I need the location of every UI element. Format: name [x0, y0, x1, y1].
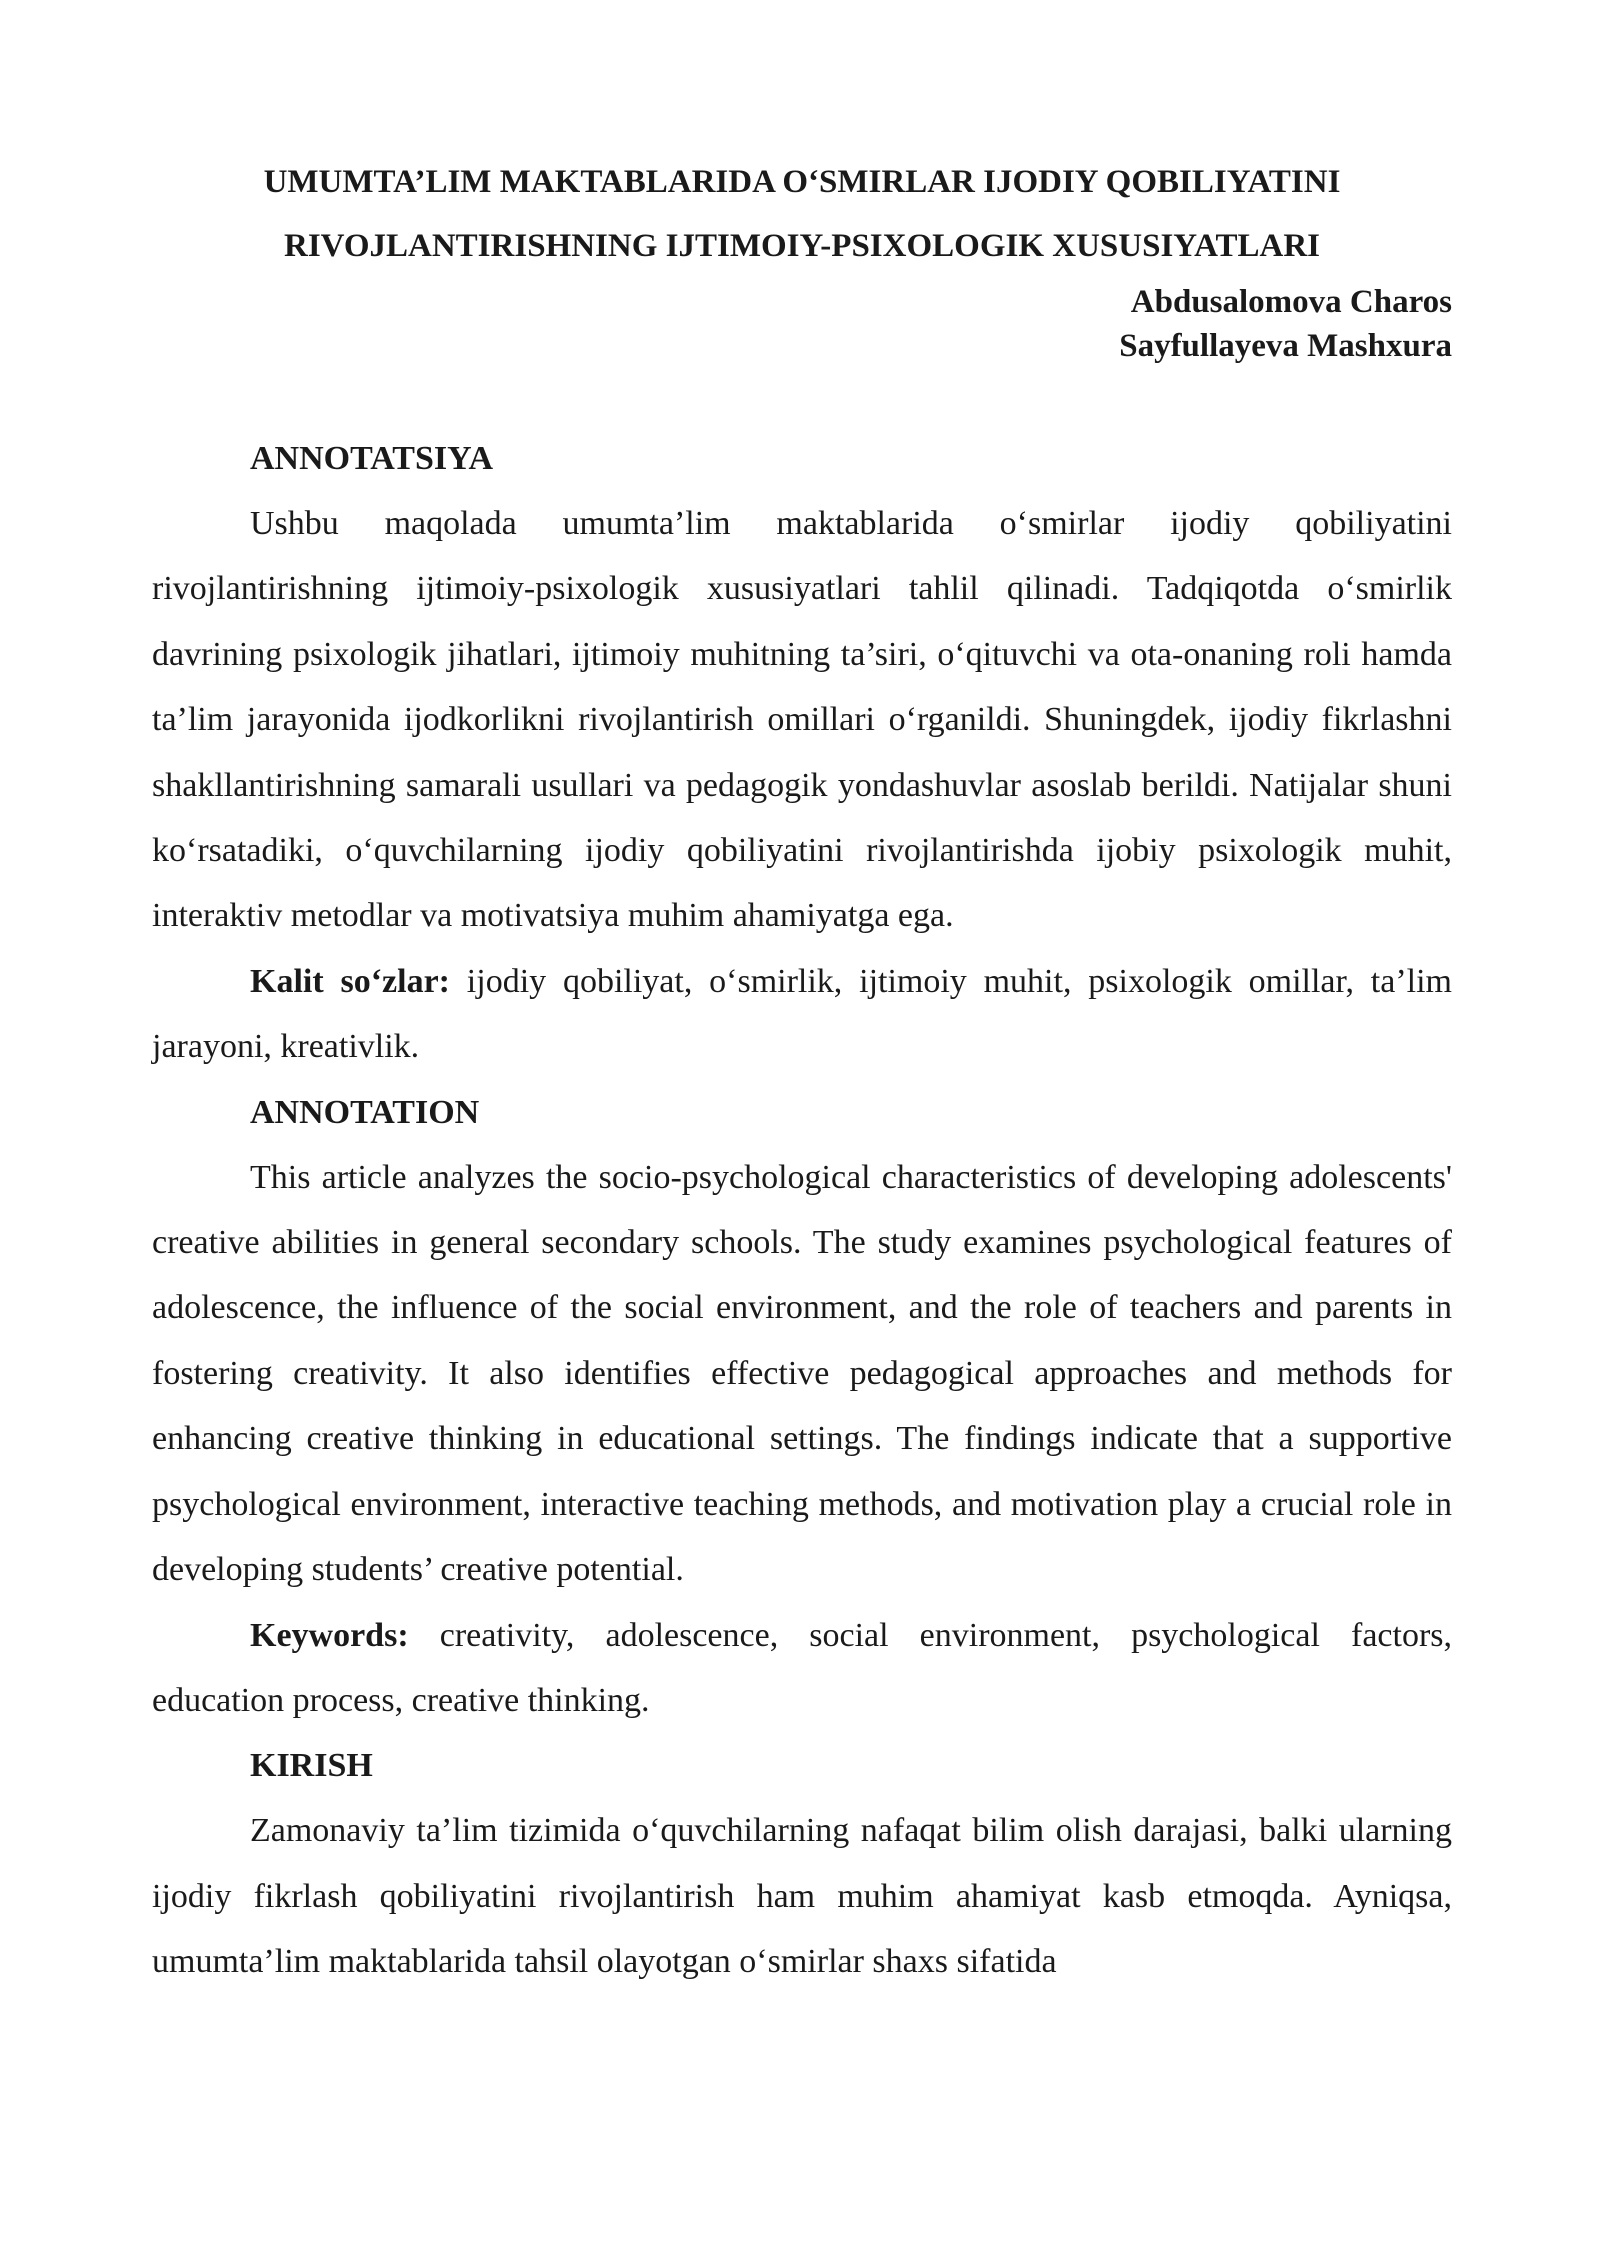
keywords-text: ijodiy qobiliyat, o‘smirlik, ijtimoiy muhit, psixologik omillar, ta’lim jarayoni, kreativlik. — [152, 962, 1452, 1066]
annotation-paragraph: This article analyzes the socio-psychological characteristics of developing adolescents' creative abilities in general secondary schools. The study examines psychological features of adolescence, the influence of the social environment, and the role of teachers and parents in fostering creativity. It also identifies effective pedagogical approaches and methods for enhancing creative thinking in educational settings. The findings indicate that a supportive psychological environment, interactive teaching methods, and motivation play a crucial role in developing students’ creative potential. — [152, 1158, 1452, 1589]
author-name: Sayfullayeva Mashxura — [1119, 328, 1452, 364]
title-line-1: UMUMTA’LIM MAKTABLARIDA O‘SMIRLAR IJODIY QOBILIYATINI — [263, 164, 1341, 200]
kirish-heading: KIRISH — [250, 1747, 373, 1785]
author-list — [152, 280, 1452, 368]
article-title — [152, 150, 1452, 278]
keywords-text: creativity, adolescence, social environment, psychological factors, education process, creative thinking. — [152, 1616, 1452, 1719]
annotatsiya-paragraph: Ushbu maqolada umumta’lim maktablarida o‘smirlar ijodiy qobiliyatini rivojlantirishning ijtimoiy-psixologik xususiyatlari tahlil qilinadi. Tadqiqotda o‘smirlik davrining psixologik jihatlari, ijtimoiy muhitning ta’siri, o‘qituvchi va ota-onaning roli hamda ta’lim jarayonida ijodkorlikni rivojlantirish omillari o‘rganildi. Shuningdek, ijodiy fikrlashni shakllantirishning samarali usullari va pedagogik yondashuvlar asoslab berildi. Natijalar shuni ko‘rsatadiki, o‘quvchilarning ijodiy qobiliyatini rivojlantirishda ijobiy psixologik muhit, interaktiv metodlar va motivatsiya muhim ahamiyatga ega. — [152, 505, 1452, 935]
annotatsiya-heading: ANNOTATSIYA — [250, 440, 494, 477]
annotation-keywords — [152, 1603, 1452, 1734]
author-name: Abdusalomova Charos — [1130, 284, 1452, 320]
annotatsiya-keywords — [152, 949, 1452, 1080]
title-line-2: RIVOJLANTIRISHNING IJTIMOIY-PSIXOLOGIK XUSUSIYATLARI — [283, 228, 1321, 264]
kirish-paragraph: Zamonaviy ta’lim tizimida o‘quvchilarning nafaqat bilim olish darajasi, balki ularning ijodiy fikrlash qobiliyatini rivojlantirish ham muhim ahamiyat kasb etmoqda. Ayniqsa, umumta’lim maktablarida tahsil olayotgan o‘smirlar shaxs sifatida — [152, 1812, 1452, 1981]
keywords-label: Kalit so‘zlar: — [250, 962, 450, 1000]
keywords-label: Keywords: — [250, 1616, 409, 1654]
document-page — [152, 150, 1452, 1995]
annotation-heading: ANNOTATION — [250, 1093, 480, 1131]
